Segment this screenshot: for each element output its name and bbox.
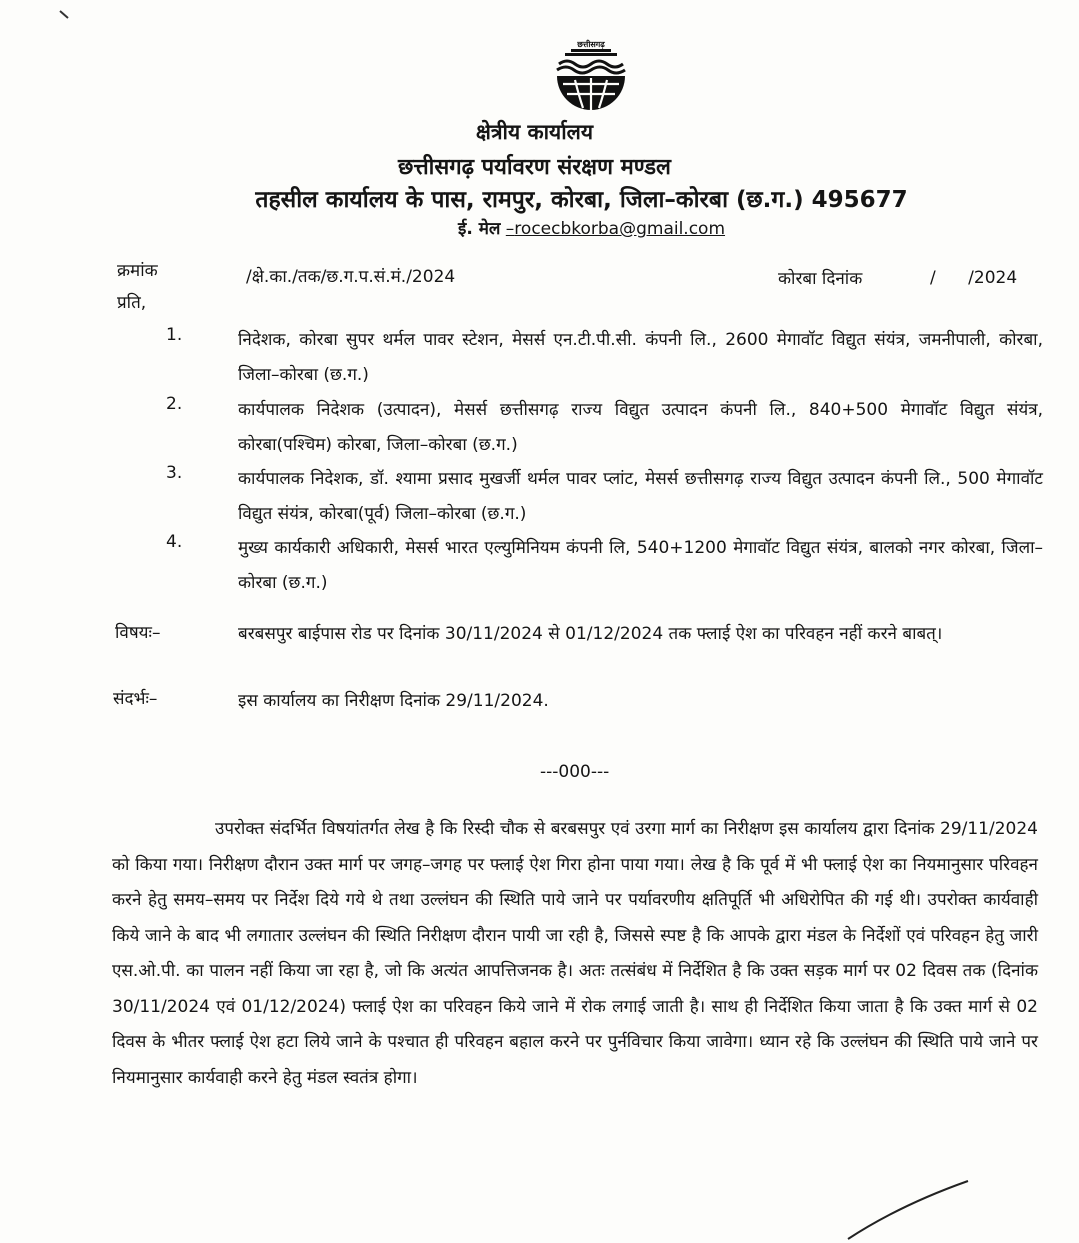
board-name: छत्तीसगढ़ पर्यावरण संरक्षण मण्डल bbox=[398, 155, 671, 180]
prati-label: प्रति, bbox=[117, 293, 147, 313]
recipient-item: मुख्य कार्यकारी अधिकारी, मेसर्स भारत एल्युमिनियम कंपनी लि, 540+1200 मेगावॉट विद्युत संयंत्र, बालको नगर कोरबा, जिला–कोरबा (छ.ग.) bbox=[238, 538, 1043, 593]
separator: ---000--- bbox=[540, 762, 610, 782]
email-separator: – bbox=[505, 219, 515, 239]
email-link[interactable] bbox=[506, 219, 725, 239]
subject-label: विषयः– bbox=[115, 623, 161, 643]
recipient-item: कार्यपालक निदेशक, डॉ. श्यामा प्रसाद मुखर्जी थर्मल पावर प्लांट, मेसर्स छत्तीसगढ़ राज्य विद्युत उत्पादन कंपनी लि., 500 मेगावॉट विद्युत संयंत्र, कोरबा(पूर्व) जिला–कोरबा (छ.ग.) bbox=[238, 469, 1043, 524]
signature-mark bbox=[840, 1175, 980, 1243]
recipient-item: कार्यपालक निदेशक (उत्पादन), मेसर्स छत्तीसगढ़ राज्य विद्युत उत्पादन कंपनी लि., 840+500 मेगावॉट विद्युत संयंत्र, कोरबा(पश्चिम) कोरबा, जिला–कोरबा (छ.ग.) bbox=[238, 400, 1043, 455]
date-label: कोरबा दिनांक bbox=[778, 269, 863, 289]
letter-body: उपरोक्त संदर्भित विषयांतर्गत लेख है कि रिस्दी चौक से बरबसपुर एवं उरगा मार्ग का निरीक्षण इस कार्यालय द्वारा दिनांक 29/11/2024 को किया गया। निरीक्षण दौरान उक्त मार्ग पर जगह–जगह पर फ्लाई ऐश गिरा होना पाया गया। लेख है कि पूर्व में भी फ्लाई ऐश का नियमानुसार परिवहन करने हेतु समय–समय पर निर्देश दिये गये थे तथा उल्लंघन की स्थिति पाये जाने पर पर्यावरणीय क्षतिपूर्ति भी अधिरोपित की गई थी। उपरोक्त कार्यवाही किये जाने के बाद भी लगातार उल्लंघन की स्थिति निरीक्षण दौरान पायी जा रही है, जिससे स्पष्ट है कि आपके द्वारा मंडल के निर्देशों एवं परिवहन हेतु जारी एस.ओ.पी. का पालन नहीं किया जा रहा है, जो कि अत्यंत आपत्तिजनक है। अतः तत्संबंध में निर्देशित है कि उक्त सड़क मार्ग पर 02 दिवस तक (दिनांक 30/11/2024 एवं 01/12/2024) फ्लाई ऐश का परिवहन किये जाने में रोक लगाई जाती है। साथ ही निर्देशित किया जाता है कि उक्त मार्ग से 02 दिवस के भीतर फ्लाई ऐश हटा लिये जाने के पश्चात ही परिवहन बहाल करने पर पुर्नविचार किया जावेगा। ध्यान रहे कि उल्लंघन की स्थिति पाये जाने पर नियमानुसार कार्यवाही करने हेतु मंडल स्वतंत्र होगा। bbox=[112, 819, 1038, 1088]
kramank-value: /क्षे.का./तक/छ.ग.प.सं.मं./2024 bbox=[246, 267, 456, 287]
email-address: rocecbkorba@gmail.com bbox=[514, 219, 726, 239]
recipient-item: निदेशक, कोरबा सुपर थर्मल पावर स्टेशन, मेसर्स एन.टी.पी.सी. कंपनी लि., 2600 मेगावॉट विद्युत संयंत्र, जमनीपाली, कोरबा, जिला–कोरबा (छ.ग.) bbox=[238, 330, 1043, 385]
corner-mark bbox=[58, 8, 72, 22]
kramank-label: क्रमांक bbox=[117, 261, 158, 281]
office-address: तहसील कार्यालय के पास, रामपुर, कोरबा, जिला–कोरबा (छ.ग.) 495677 bbox=[255, 187, 908, 213]
sandarbh-label: संदर्भः– bbox=[113, 689, 158, 709]
recipient-number: 2. bbox=[166, 394, 183, 414]
logo-text: छत्तीसगढ़ bbox=[577, 40, 605, 49]
email-label: ई. मेल bbox=[457, 219, 501, 239]
recipient-number: 3. bbox=[166, 463, 183, 483]
board-logo-icon bbox=[553, 38, 629, 118]
date-value: / /2024 bbox=[930, 268, 1018, 288]
recipient-number: 1. bbox=[166, 325, 183, 345]
subject-text: बरबसपुर बाईपास रोड पर दिनांक 30/11/2024 से 01/12/2024 तक फ्लाई ऐश का परिवहन नहीं करने बाबत्। bbox=[238, 624, 943, 644]
email-line bbox=[52, 216, 1079, 239]
office-title: क्षेत्रीय कार्यालय bbox=[475, 120, 594, 144]
recipient-number: 4. bbox=[166, 532, 183, 552]
sandarbh-text: इस कार्यालय का निरीक्षण दिनांक 29/11/2024. bbox=[238, 691, 549, 711]
